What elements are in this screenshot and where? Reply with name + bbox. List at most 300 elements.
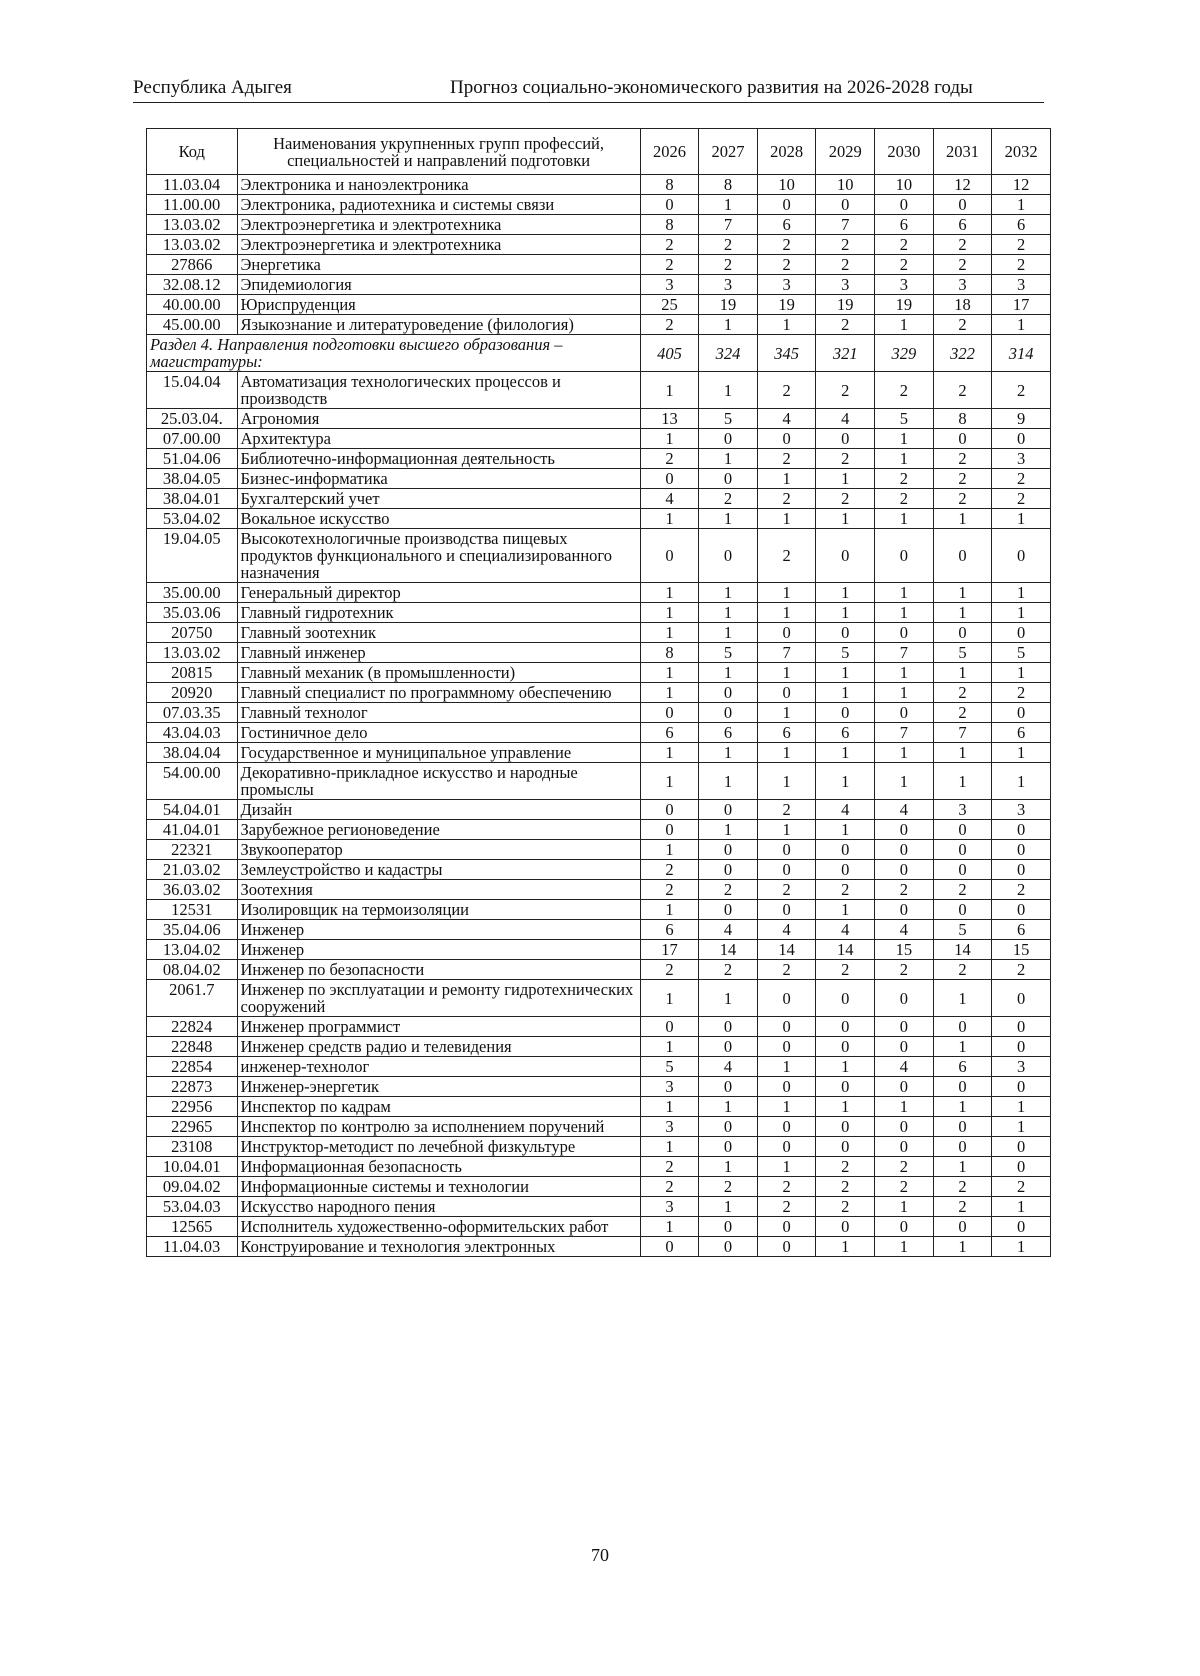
cell-value: 1 <box>640 603 699 623</box>
cell-value: 6 <box>875 215 934 235</box>
cell-value: 2 <box>816 489 875 509</box>
cell-value: 0 <box>757 429 816 449</box>
cell-value: 1 <box>640 1217 699 1237</box>
cell-value: 0 <box>816 195 875 215</box>
cell-value: 4 <box>699 920 758 940</box>
cell-code: 22848 <box>147 1037 238 1057</box>
cell-code: 07.00.00 <box>147 429 238 449</box>
cell-value: 0 <box>699 703 758 723</box>
cell-name: Инспектор по контролю за исполнением поручений <box>237 1117 640 1137</box>
cell-name: Искусство народного пения <box>237 1197 640 1217</box>
table-row <box>147 1137 1051 1157</box>
table-row <box>147 840 1051 860</box>
table-row <box>147 1157 1051 1177</box>
cell-value: 1 <box>640 980 699 1017</box>
cell-value: 1 <box>992 603 1051 623</box>
cell-value: 1 <box>640 763 699 800</box>
cell-value: 2 <box>816 1197 875 1217</box>
table-row <box>147 643 1051 663</box>
cell-code: 54.04.01 <box>147 800 238 820</box>
cell-name: Вокальное искусство <box>237 509 640 529</box>
cell-value: 2 <box>640 860 699 880</box>
cell-value: 0 <box>816 1017 875 1037</box>
column-header-year: 2028 <box>757 129 816 175</box>
cell-name: Генеральный директор <box>237 583 640 603</box>
cell-value: 5 <box>699 409 758 429</box>
cell-value: 1 <box>699 603 758 623</box>
cell-value: 0 <box>757 860 816 880</box>
table-row <box>147 920 1051 940</box>
cell-code: 22873 <box>147 1077 238 1097</box>
cell-value: 0 <box>757 1117 816 1137</box>
cell-code: 53.04.03 <box>147 1197 238 1217</box>
cell-code: 22824 <box>147 1017 238 1037</box>
cell-value: 3 <box>757 275 816 295</box>
cell-name: Высокотехнологичные производства пищевых продуктов функционального и специализированного назначения <box>237 529 640 583</box>
cell-value: 5 <box>640 1057 699 1077</box>
cell-value: 3 <box>992 1057 1051 1077</box>
cell-name: Конструирование и технология электронных <box>237 1237 640 1257</box>
cell-code: 12531 <box>147 900 238 920</box>
cell-value: 0 <box>757 1237 816 1257</box>
cell-value: 1 <box>933 763 992 800</box>
cell-value: 0 <box>699 529 758 583</box>
cell-name: Дизайн <box>237 800 640 820</box>
cell-value: 0 <box>699 429 758 449</box>
table-row <box>147 1097 1051 1117</box>
table-row <box>147 489 1051 509</box>
cell-value: 1 <box>875 603 934 623</box>
table-row <box>147 703 1051 723</box>
cell-value: 12 <box>992 175 1051 195</box>
cell-code: 20750 <box>147 623 238 643</box>
cell-value: 3 <box>640 1117 699 1137</box>
table-row <box>147 1077 1051 1097</box>
cell-name: Инспектор по кадрам <box>237 1097 640 1117</box>
table-row <box>147 663 1051 683</box>
cell-name: Электроэнергетика и электротехника <box>237 235 640 255</box>
cell-value: 1 <box>640 372 699 409</box>
cell-value: 3 <box>640 1077 699 1097</box>
cell-value: 0 <box>875 1077 934 1097</box>
cell-value: 17 <box>640 940 699 960</box>
cell-name: Библиотечно-информационная деятельность <box>237 449 640 469</box>
table-row <box>147 175 1051 195</box>
cell-value: 2 <box>875 960 934 980</box>
cell-value: 4 <box>875 1057 934 1077</box>
cell-value: 2 <box>816 449 875 469</box>
cell-value: 2 <box>875 880 934 900</box>
cell-value: 3 <box>992 449 1051 469</box>
cell-name: Инженер-энергетик <box>237 1077 640 1097</box>
cell-value: 0 <box>816 860 875 880</box>
cell-name: Информационная безопасность <box>237 1157 640 1177</box>
cell-value: 2 <box>757 1177 816 1197</box>
cell-value: 0 <box>816 429 875 449</box>
cell-value: 2 <box>640 1177 699 1197</box>
cell-value: 2 <box>933 255 992 275</box>
cell-name: Инженер <box>237 940 640 960</box>
column-header-year: 2029 <box>816 129 875 175</box>
cell-value: 0 <box>699 800 758 820</box>
cell-value: 1 <box>933 1037 992 1057</box>
cell-value: 2 <box>699 880 758 900</box>
cell-value: 14 <box>699 940 758 960</box>
cell-value: 2 <box>875 469 934 489</box>
cell-value: 1 <box>699 583 758 603</box>
cell-value: 1 <box>816 900 875 920</box>
table-row <box>147 603 1051 623</box>
cell-value: 13 <box>640 409 699 429</box>
cell-value: 3 <box>640 275 699 295</box>
cell-value: 0 <box>640 800 699 820</box>
cell-value: 0 <box>992 980 1051 1017</box>
cell-value: 1 <box>640 840 699 860</box>
table-row <box>147 763 1051 800</box>
cell-code: 38.04.05 <box>147 469 238 489</box>
cell-value: 3 <box>992 800 1051 820</box>
cell-value: 2 <box>816 1157 875 1177</box>
cell-value: 1 <box>875 1237 934 1257</box>
cell-value: 1 <box>992 583 1051 603</box>
table-row <box>147 940 1051 960</box>
cell-value: 0 <box>875 1117 934 1137</box>
cell-value: 0 <box>875 840 934 860</box>
cell-value: 2 <box>875 235 934 255</box>
cell-value: 2 <box>757 372 816 409</box>
cell-code: 45.00.00 <box>147 315 238 335</box>
cell-value: 1 <box>992 195 1051 215</box>
cell-value: 2 <box>933 880 992 900</box>
table-row <box>147 295 1051 315</box>
cell-value: 1 <box>992 1237 1051 1257</box>
cell-code: 19.04.05 <box>147 529 238 583</box>
cell-value: 0 <box>933 195 992 215</box>
cell-code: 13.03.02 <box>147 215 238 235</box>
cell-value: 405 <box>640 335 699 372</box>
cell-value: 2 <box>992 1177 1051 1197</box>
cell-name: Главный гидротехник <box>237 603 640 623</box>
cell-value: 6 <box>757 215 816 235</box>
cell-value: 2 <box>816 315 875 335</box>
cell-value: 15 <box>875 940 934 960</box>
cell-value: 4 <box>816 800 875 820</box>
cell-value: 0 <box>933 820 992 840</box>
cell-name: Инженер по безопасности <box>237 960 640 980</box>
cell-code: 51.04.06 <box>147 449 238 469</box>
cell-code: 11.00.00 <box>147 195 238 215</box>
cell-code: 23108 <box>147 1137 238 1157</box>
cell-value: 0 <box>816 703 875 723</box>
cell-value: 1 <box>933 583 992 603</box>
cell-value: 5 <box>875 409 934 429</box>
cell-name: Главный механик (в промышленности) <box>237 663 640 683</box>
document-title: Прогноз социально-экономического развития на 2026-2028 годы <box>450 77 973 98</box>
cell-code: 21.03.02 <box>147 860 238 880</box>
cell-value: 1 <box>699 980 758 1017</box>
cell-value: 5 <box>933 643 992 663</box>
cell-code: 35.03.06 <box>147 603 238 623</box>
cell-value: 2 <box>933 315 992 335</box>
cell-value: 2 <box>816 372 875 409</box>
cell-value: 19 <box>699 295 758 315</box>
cell-value: 0 <box>816 623 875 643</box>
cell-value: 2 <box>699 235 758 255</box>
table-row <box>147 960 1051 980</box>
cell-value: 0 <box>640 195 699 215</box>
cell-code: 54.00.00 <box>147 763 238 800</box>
cell-value: 0 <box>757 1017 816 1037</box>
cell-value: 1 <box>640 683 699 703</box>
cell-name: Главный технолог <box>237 703 640 723</box>
cell-value: 3 <box>992 275 1051 295</box>
cell-value: 0 <box>757 683 816 703</box>
cell-value: 2 <box>933 469 992 489</box>
cell-value: 2 <box>992 255 1051 275</box>
column-header-year: 2032 <box>992 129 1051 175</box>
cell-value: 1 <box>699 195 758 215</box>
cell-code: 08.04.02 <box>147 960 238 980</box>
cell-value: 9 <box>992 409 1051 429</box>
column-header-name: Наименования укрупненных групп профессий, специальностей и направлений подготовки <box>237 129 640 175</box>
cell-value: 1 <box>816 683 875 703</box>
cell-value: 2 <box>757 449 816 469</box>
table-row <box>147 583 1051 603</box>
cell-value: 1 <box>699 509 758 529</box>
cell-code: 11.04.03 <box>147 1237 238 1257</box>
table-row <box>147 1217 1051 1237</box>
cell-value: 0 <box>699 860 758 880</box>
cell-name: Главный зоотехник <box>237 623 640 643</box>
cell-code: 38.04.04 <box>147 743 238 763</box>
table-row <box>147 820 1051 840</box>
cell-value: 2 <box>933 235 992 255</box>
cell-value: 1 <box>992 509 1051 529</box>
cell-value: 0 <box>992 1017 1051 1037</box>
cell-value: 0 <box>757 623 816 643</box>
column-header-code: Код <box>147 129 238 175</box>
cell-value: 0 <box>875 900 934 920</box>
cell-value: 2 <box>757 235 816 255</box>
forecast-table <box>146 128 1051 1257</box>
cell-value: 1 <box>640 509 699 529</box>
cell-value: 2 <box>992 235 1051 255</box>
cell-value: 2 <box>992 372 1051 409</box>
table-row <box>147 315 1051 335</box>
cell-value: 1 <box>816 509 875 529</box>
cell-name: Бизнес-информатика <box>237 469 640 489</box>
cell-code: 13.04.02 <box>147 940 238 960</box>
cell-value: 1 <box>816 1057 875 1077</box>
cell-value: 25 <box>640 295 699 315</box>
cell-value: 345 <box>757 335 816 372</box>
table-row <box>147 449 1051 469</box>
cell-value: 0 <box>816 840 875 860</box>
cell-value: 0 <box>933 860 992 880</box>
table-row <box>147 409 1051 429</box>
table-row <box>147 1037 1051 1057</box>
cell-value: 14 <box>933 940 992 960</box>
table-body <box>147 175 1051 1257</box>
cell-value: 6 <box>640 920 699 940</box>
cell-value: 0 <box>992 820 1051 840</box>
cell-value: 4 <box>757 409 816 429</box>
table-row <box>147 215 1051 235</box>
cell-code: 27866 <box>147 255 238 275</box>
table-row <box>147 275 1051 295</box>
cell-name: Электроника, радиотехника и системы связи <box>237 195 640 215</box>
cell-value: 1 <box>699 743 758 763</box>
table-row <box>147 529 1051 583</box>
cell-value: 15 <box>992 940 1051 960</box>
cell-value: 1 <box>933 509 992 529</box>
cell-value: 1 <box>757 603 816 623</box>
cell-value: 10 <box>757 175 816 195</box>
cell-value: 4 <box>757 920 816 940</box>
cell-value: 0 <box>933 1137 992 1157</box>
cell-value: 3 <box>816 275 875 295</box>
cell-value: 0 <box>875 703 934 723</box>
cell-name: Инструктор-методист по лечебной физкультуре <box>237 1137 640 1157</box>
cell-name: Электроэнергетика и электротехника <box>237 215 640 235</box>
cell-value: 1 <box>757 820 816 840</box>
cell-value: 0 <box>757 1217 816 1237</box>
page-header <box>133 76 1044 103</box>
table-row <box>147 1017 1051 1037</box>
cell-value: 0 <box>992 1137 1051 1157</box>
cell-value: 0 <box>875 623 934 643</box>
cell-value: 0 <box>699 900 758 920</box>
cell-value: 4 <box>875 800 934 820</box>
cell-value: 1 <box>992 1197 1051 1217</box>
table-row <box>147 255 1051 275</box>
cell-value: 0 <box>875 195 934 215</box>
cell-value: 0 <box>992 1077 1051 1097</box>
cell-value: 0 <box>757 195 816 215</box>
cell-value: 0 <box>640 469 699 489</box>
cell-value: 6 <box>640 723 699 743</box>
cell-value: 1 <box>933 603 992 623</box>
cell-value: 0 <box>992 429 1051 449</box>
cell-value: 0 <box>992 860 1051 880</box>
cell-value: 1 <box>757 315 816 335</box>
cell-code: 10.04.01 <box>147 1157 238 1177</box>
cell-value: 1 <box>933 663 992 683</box>
cell-code: 20815 <box>147 663 238 683</box>
cell-code: 35.04.06 <box>147 920 238 940</box>
cell-code: 53.04.02 <box>147 509 238 529</box>
cell-name: Зарубежное регионоведение <box>237 820 640 840</box>
cell-value: 6 <box>757 723 816 743</box>
cell-value: 0 <box>816 980 875 1017</box>
cell-code: 15.04.04 <box>147 372 238 409</box>
cell-code: 40.00.00 <box>147 295 238 315</box>
cell-value: 0 <box>992 900 1051 920</box>
cell-value: 0 <box>757 1037 816 1057</box>
cell-value: 7 <box>699 215 758 235</box>
cell-value: 2 <box>757 800 816 820</box>
cell-value: 0 <box>816 1077 875 1097</box>
cell-name: Гостиничное дело <box>237 723 640 743</box>
cell-value: 1 <box>875 449 934 469</box>
cell-name: Инженер по эксплуатации и ремонту гидротехнических сооружений <box>237 980 640 1017</box>
column-header-year: 2026 <box>640 129 699 175</box>
cell-value: 4 <box>699 1057 758 1077</box>
cell-value: 6 <box>992 723 1051 743</box>
cell-value: 1 <box>875 743 934 763</box>
cell-value: 1 <box>699 763 758 800</box>
cell-value: 2 <box>992 960 1051 980</box>
cell-value: 0 <box>699 1037 758 1057</box>
cell-value: 0 <box>640 1017 699 1037</box>
cell-value: 3 <box>640 1197 699 1217</box>
cell-value: 8 <box>933 409 992 429</box>
cell-value: 1 <box>640 1037 699 1057</box>
cell-name: инженер-технолог <box>237 1057 640 1077</box>
cell-value: 1 <box>757 469 816 489</box>
cell-name: Исполнитель художественно-оформительских работ <box>237 1217 640 1237</box>
cell-value: 6 <box>933 215 992 235</box>
page-number: 70 <box>591 1545 609 1565</box>
cell-value: 6 <box>699 723 758 743</box>
cell-code: 32.08.12 <box>147 275 238 295</box>
cell-value: 2 <box>640 315 699 335</box>
cell-value: 2 <box>640 1157 699 1177</box>
cell-value: 1 <box>640 1137 699 1157</box>
cell-value: 19 <box>816 295 875 315</box>
table-row <box>147 429 1051 449</box>
cell-code: 36.03.02 <box>147 880 238 900</box>
cell-value: 2 <box>933 1197 992 1217</box>
cell-name: Звукооператор <box>237 840 640 860</box>
cell-value: 2 <box>640 449 699 469</box>
cell-value: 1 <box>875 583 934 603</box>
cell-name: Инженер <box>237 920 640 940</box>
cell-value: 1 <box>933 1097 992 1117</box>
cell-value: 0 <box>816 1037 875 1057</box>
cell-value: 1 <box>757 743 816 763</box>
cell-value: 1 <box>640 900 699 920</box>
cell-value: 7 <box>875 643 934 663</box>
cell-value: 2 <box>757 1197 816 1217</box>
table-row <box>147 623 1051 643</box>
cell-value: 2 <box>933 683 992 703</box>
cell-value: 0 <box>992 1157 1051 1177</box>
cell-value: 1 <box>992 663 1051 683</box>
cell-value: 2 <box>933 489 992 509</box>
cell-value: 1 <box>640 583 699 603</box>
table-row <box>147 1117 1051 1137</box>
table-header-row <box>147 129 1051 175</box>
cell-value: 1 <box>757 663 816 683</box>
cell-value: 322 <box>933 335 992 372</box>
cell-value: 5 <box>699 643 758 663</box>
table-row <box>147 683 1051 703</box>
cell-name: Землеустройство и кадастры <box>237 860 640 880</box>
cell-name: Инженер программист <box>237 1017 640 1037</box>
cell-code: 35.00.00 <box>147 583 238 603</box>
cell-value: 1 <box>699 820 758 840</box>
cell-value: 1 <box>699 449 758 469</box>
cell-value: 19 <box>757 295 816 315</box>
cell-value: 2 <box>933 372 992 409</box>
column-header-year: 2031 <box>933 129 992 175</box>
cell-value: 1 <box>640 743 699 763</box>
cell-value: 1 <box>816 820 875 840</box>
cell-value: 1 <box>699 663 758 683</box>
cell-value: 4 <box>640 489 699 509</box>
cell-code: 11.03.04 <box>147 175 238 195</box>
